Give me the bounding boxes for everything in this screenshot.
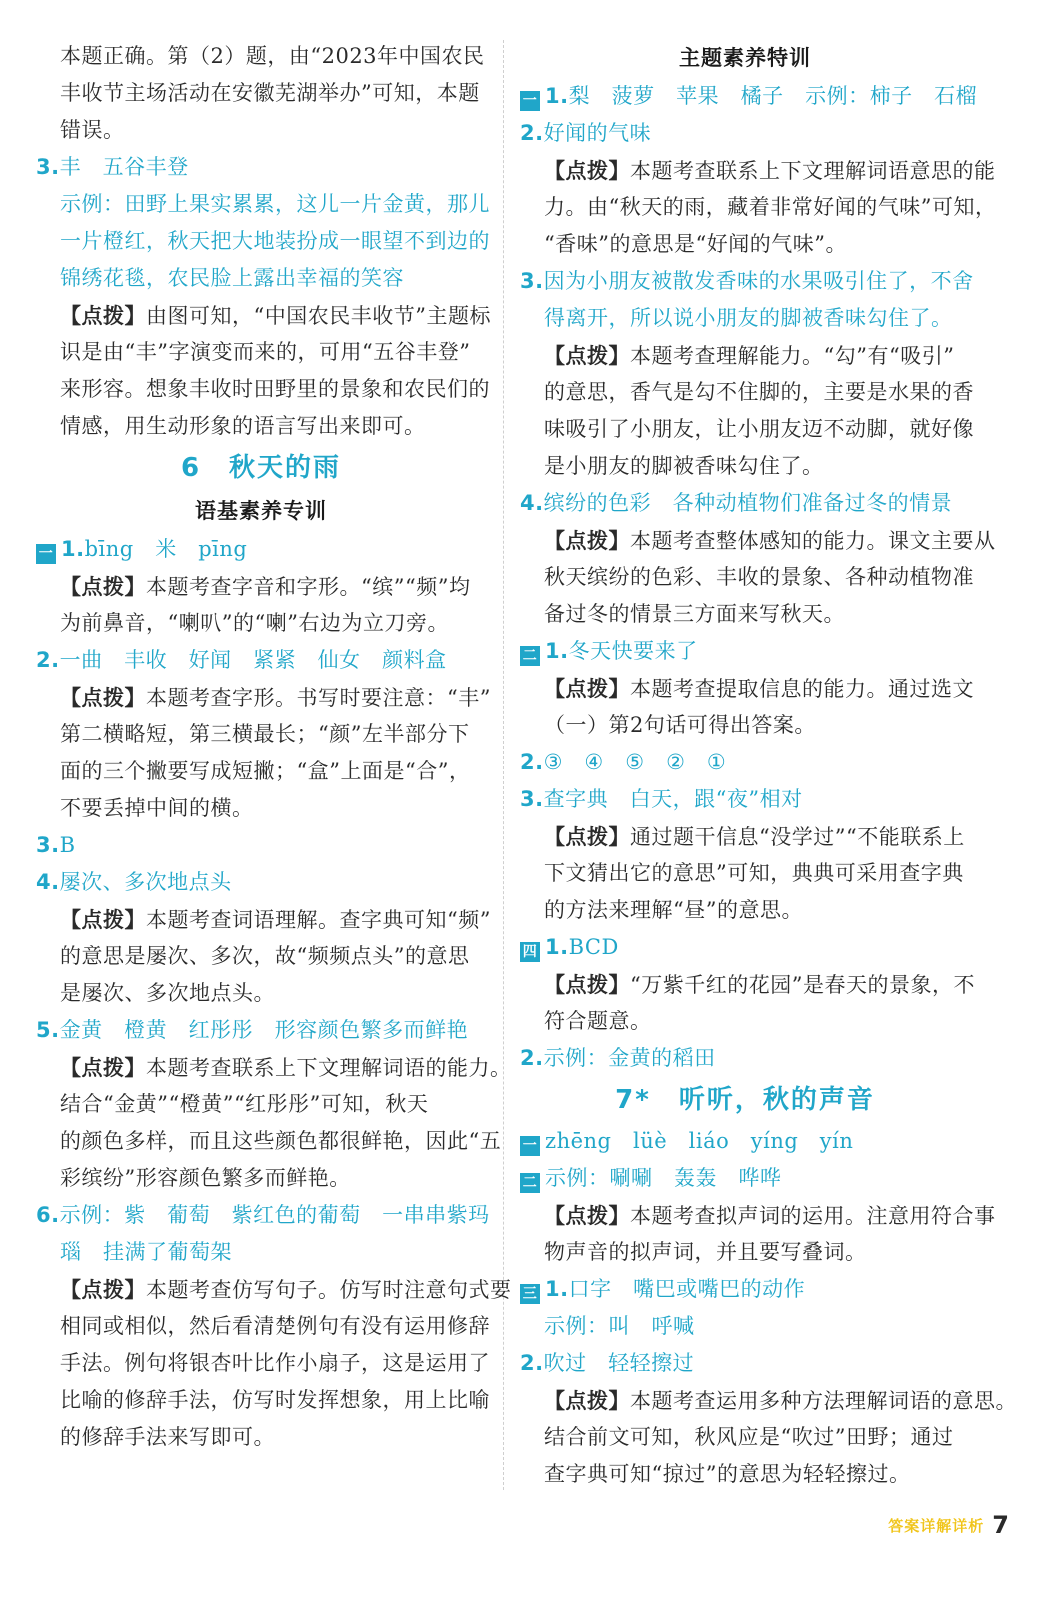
line-text: （一）第2句话可得出答案。	[544, 713, 816, 737]
line-text: 符合题意。	[544, 1009, 652, 1033]
question-number: 5.	[36, 1018, 60, 1042]
line-text: 备过冬的情景三方面来写秋天。	[544, 602, 845, 626]
question-number: 1.	[545, 935, 569, 959]
text-line	[520, 1308, 970, 1345]
tip-label: 【点拨】	[544, 972, 630, 997]
text-line	[520, 633, 970, 670]
text-line	[36, 297, 491, 334]
text-line	[36, 605, 486, 642]
line-text: 相同或相似，然后看清楚例句有没有运用修辞	[60, 1314, 490, 1338]
line-text: zhēng lüè liáo yíng yín	[545, 1129, 854, 1153]
tip-label: 【点拨】	[60, 1277, 146, 1302]
line-text: 本题考查理解能力。“勾”有“吸引”	[630, 344, 955, 368]
text-line	[36, 568, 486, 605]
line-text: 查字典 白天，跟“夜”相对	[543, 787, 803, 811]
line-text: 彩缤纷”形容颜色繁多而鲜艳。	[60, 1166, 351, 1190]
text-line	[36, 1271, 512, 1308]
lesson-title: 6 秋天的雨	[180, 453, 342, 483]
question-number: 2.	[520, 1046, 544, 1070]
line-text: 第二横略短，第三横最长；“颜”左半部分下	[60, 722, 470, 746]
text-line	[36, 334, 486, 371]
tip-label: 【点拨】	[60, 907, 146, 932]
text-line	[36, 1086, 486, 1123]
question-number: 2.	[520, 1351, 544, 1375]
line-text: 本题考查拟声词的运用。注意用符合事	[630, 1204, 996, 1228]
text-line	[520, 1123, 970, 1160]
line-text: 金黄 橙黄 红彤彤 形容颜色繁多而鲜艳	[59, 1018, 469, 1042]
line-text: 物声音的拟声词，并且要写叠词。	[544, 1240, 867, 1264]
text-line	[520, 1040, 970, 1077]
tip-label: 【点拨】	[544, 1203, 630, 1228]
line-text: 力。由“秋天的雨，藏着非常好闻的气味”可知，	[544, 195, 997, 219]
text-line	[36, 716, 486, 753]
tip-label: 【点拨】	[544, 528, 630, 553]
text-line	[520, 522, 996, 559]
text-line	[520, 115, 970, 152]
line-text: 的意思是屡次、多次，故“频频点头”的意思	[60, 944, 470, 968]
text-line	[520, 781, 970, 818]
tip-label: 【点拨】	[60, 685, 146, 710]
text-line	[36, 901, 491, 938]
text-line	[36, 1308, 490, 1345]
line-text: BCD	[568, 935, 619, 959]
text-line	[520, 374, 974, 411]
text-line	[520, 966, 975, 1003]
line-text: 结合“金黄”“橙黄”“红彤彤”可知，秋天	[60, 1092, 429, 1116]
line-text: 是小朋友的脚被香味勾住了。	[544, 454, 824, 478]
text-line	[520, 1197, 996, 1234]
line-text: 本题考查联系上下文理解词语意思的能	[630, 159, 996, 183]
tip-label: 【点拨】	[60, 1055, 146, 1080]
text-line	[36, 1382, 490, 1419]
text-line	[520, 892, 970, 929]
line-text: 本题考查整体感知的能力。课文主要从	[630, 529, 996, 553]
section-title: 语基素养专训	[195, 499, 327, 523]
line-text: 梨 菠萝 苹果 橘子 示例：柿子 石榴	[568, 84, 978, 108]
line-text: 味吸引了小朋友，让小朋友迈不动脚，就好像	[544, 417, 974, 441]
text-line	[520, 1234, 970, 1271]
section-marker: 一	[520, 91, 540, 111]
text-line	[36, 371, 490, 408]
question-number: 1.	[545, 1277, 569, 1301]
section-title: 主题素养特训	[679, 46, 811, 70]
line-text: 得离开，所以说小朋友的脚被香味勾住了。	[544, 306, 953, 330]
question-number: 2.	[36, 648, 60, 672]
text-line	[36, 38, 486, 75]
text-line	[520, 707, 970, 744]
text-line	[520, 300, 970, 337]
question-number: 3.	[520, 269, 544, 293]
text-line	[36, 1419, 486, 1456]
text-line	[520, 818, 970, 855]
text-line	[520, 670, 974, 707]
line-text: 比喻的修辞手法，仿写时发挥想象，用上比喻	[60, 1388, 490, 1412]
line-text: 不要丢掉中间的横。	[60, 796, 254, 820]
section-marker: 二	[520, 646, 540, 666]
text-line	[36, 1345, 490, 1382]
line-text: 本题考查提取信息的能力。通过选文	[630, 677, 974, 701]
text-line	[520, 485, 970, 522]
text-line	[36, 1049, 512, 1086]
question-number: 1.	[545, 84, 569, 108]
text-line	[36, 864, 486, 901]
line-text: 冬天快要来了	[568, 639, 698, 663]
text-line	[520, 189, 997, 226]
line-text: 本题考查字音和字形。“缤”“频”均	[146, 575, 471, 599]
line-text: 来形容。想象丰收时田野里的景象和农民们的	[60, 377, 490, 401]
question-number: 1.	[545, 639, 569, 663]
line-text: “香味”的意思是“好闻的气味”。	[544, 232, 847, 256]
line-text: 情感，用生动形象的语言写出来即可。	[60, 414, 426, 438]
line-text: 的意思，香气是勾不住脚的，主要是水果的香	[544, 380, 974, 404]
text-line	[520, 744, 970, 781]
lesson-title: 7* 听听，秋的声音	[615, 1085, 875, 1115]
section-marker: 二	[520, 1173, 540, 1193]
line-text: 示例：紫 葡萄 紫红色的葡萄 一串串紫玛	[59, 1203, 490, 1227]
text-line	[36, 186, 490, 223]
text-line	[520, 1456, 970, 1493]
text-line	[36, 75, 486, 112]
text-line	[520, 1271, 970, 1308]
text-line	[520, 1003, 970, 1040]
line-text: 瑙 挂满了葡萄架	[60, 1240, 232, 1264]
line-text: 示例：田野上果实累累，这儿一片金黄，那儿	[60, 192, 490, 216]
text-line	[520, 411, 974, 448]
line-text: 的颜色多样，而且这些颜色都很鲜艳，因此“五	[60, 1129, 502, 1153]
question-number: 3.	[36, 155, 60, 179]
line-text: 丰 五谷丰登	[59, 155, 189, 179]
line-text: 屡次、多次地点头	[59, 870, 232, 894]
question-number: 3.	[520, 787, 544, 811]
text-line	[520, 1382, 1017, 1419]
line-text: 口字 嘴巴或嘴巴的动作	[568, 1277, 806, 1301]
page-footer	[888, 1510, 1009, 1540]
line-text: 一曲 丰收 好闻 紧紧 仙女 颜料盒	[59, 648, 447, 672]
text-line	[36, 408, 486, 445]
text-line	[520, 226, 970, 263]
text-line	[520, 855, 970, 892]
text-line	[520, 929, 970, 966]
tip-label: 【点拨】	[544, 158, 630, 183]
tip-label: 【点拨】	[544, 1388, 630, 1413]
line-text: 缤纷的色彩 各种动植物们准备过冬的情景	[543, 491, 953, 515]
text-line	[36, 679, 491, 716]
line-text: bīng 米 pīng	[84, 537, 248, 561]
tip-label: 【点拨】	[60, 303, 146, 328]
text-line	[36, 790, 486, 827]
question-number: 2.	[520, 121, 544, 145]
line-text: 一片橙红，秋天把大地装扮成一眼望不到边的	[60, 229, 490, 253]
text-line	[36, 827, 486, 864]
line-text: 是屡次、多次地点头。	[60, 981, 275, 1005]
line-text: ③ ④ ⑤ ② ①	[543, 750, 727, 774]
line-text: 丰收节主场活动在安徽芜湖举办”可知，本题	[60, 81, 480, 105]
question-number: 4.	[520, 491, 544, 515]
footer-label: 答案详解详析	[888, 1516, 985, 1535]
text-line	[36, 1160, 486, 1197]
section-marker: 四	[520, 942, 540, 962]
text-line	[36, 642, 486, 679]
right-column	[520, 38, 1017, 1493]
text-line	[520, 1419, 970, 1456]
line-text: 通过题干信息“没学过”“不能联系上	[630, 825, 965, 849]
question-number: 4.	[36, 870, 60, 894]
line-text: 面的三个撇要写成短撇；“盒”上面是“合”，	[60, 759, 471, 783]
text-line	[36, 1197, 490, 1234]
section-marker: 三	[520, 1284, 540, 1304]
text-line	[520, 448, 970, 485]
text-line	[520, 337, 970, 374]
line-text: 本题考查运用多种方法理解词语的意思。	[630, 1389, 1017, 1413]
text-line	[36, 975, 486, 1012]
left-column	[36, 38, 512, 1456]
question-number: 6.	[36, 1203, 60, 1227]
line-text: 下文猜出它的意思”可知，典典可采用查字典	[544, 861, 964, 885]
line-text: 的修辞手法来写即可。	[60, 1425, 275, 1449]
line-text: 由图可知，“中国农民丰收节”主题标	[146, 304, 491, 328]
line-text: 示例：金黄的稻田	[543, 1046, 716, 1070]
line-text: 秋天缤纷的色彩、丰收的景象、各种动植物准	[544, 565, 974, 589]
text-line	[36, 112, 486, 149]
line-text: 本题考查字形。书写时要注意：“丰”	[146, 686, 491, 710]
line-text: 本题考查联系上下文理解词语的能力。	[146, 1056, 512, 1080]
tip-label: 【点拨】	[544, 824, 630, 849]
text-line	[520, 559, 974, 596]
line-text: B	[59, 833, 76, 857]
text-line	[36, 149, 486, 186]
text-line	[36, 1012, 486, 1049]
text-line	[36, 531, 486, 568]
line-text: 吹过 轻轻擦过	[543, 1351, 695, 1375]
question-number: 2.	[520, 750, 544, 774]
text-line	[520, 596, 970, 633]
page-number: 7	[992, 1511, 1009, 1539]
line-text: 锦绣花毯，农民脸上露出幸福的笑容	[60, 266, 404, 290]
line-text: 示例：叫 呼喊	[544, 1314, 695, 1338]
question-number: 1.	[61, 537, 85, 561]
text-line	[36, 753, 486, 790]
line-text: 本题考查词语理解。查字典可知“频”	[146, 908, 491, 932]
line-text: 手法。例句将银杏叶比作小扇子，这是运用了	[60, 1351, 490, 1375]
line-text: “万紫千红的花园”是春天的景象，不	[630, 973, 975, 997]
tip-label: 【点拨】	[60, 574, 146, 599]
line-text: 错误。	[60, 118, 125, 142]
text-line	[520, 78, 978, 115]
line-text: 识是由“丰”字演变而来的，可用“五谷丰登”	[60, 340, 471, 364]
line-text: 本题考查仿写句子。仿写时注意句式要	[146, 1278, 512, 1302]
line-text: 的方法来理解“昼”的意思。	[544, 898, 803, 922]
line-text: 查字典可知“掠过”的意思为轻轻擦过。	[544, 1462, 911, 1486]
text-line	[36, 1123, 502, 1160]
line-text: 好闻的气味	[543, 121, 652, 145]
section-marker: 一	[36, 544, 56, 564]
text-line	[36, 1234, 486, 1271]
section-marker: 一	[520, 1136, 540, 1156]
text-line	[36, 260, 486, 297]
question-number: 3.	[36, 833, 60, 857]
line-text: 因为小朋友被散发香味的水果吸引住了，不舍	[543, 269, 974, 293]
line-text: 为前鼻音，“喇叭”的“喇”右边为立刀旁。	[60, 611, 449, 635]
text-line	[36, 938, 486, 975]
text-line	[520, 263, 974, 300]
line-text: 结合前文可知，秋风应是“吹过”田野；通过	[544, 1425, 954, 1449]
line-text: 示例：唰唰 轰轰 哗哗	[545, 1166, 782, 1190]
text-line	[36, 223, 490, 260]
tip-label: 【点拨】	[544, 343, 630, 368]
text-line	[520, 1160, 970, 1197]
line-text: 本题正确。第（2）题，由“2023年中国农民	[60, 44, 485, 68]
tip-label: 【点拨】	[544, 676, 630, 701]
text-line	[520, 152, 996, 189]
text-line	[520, 1345, 970, 1382]
